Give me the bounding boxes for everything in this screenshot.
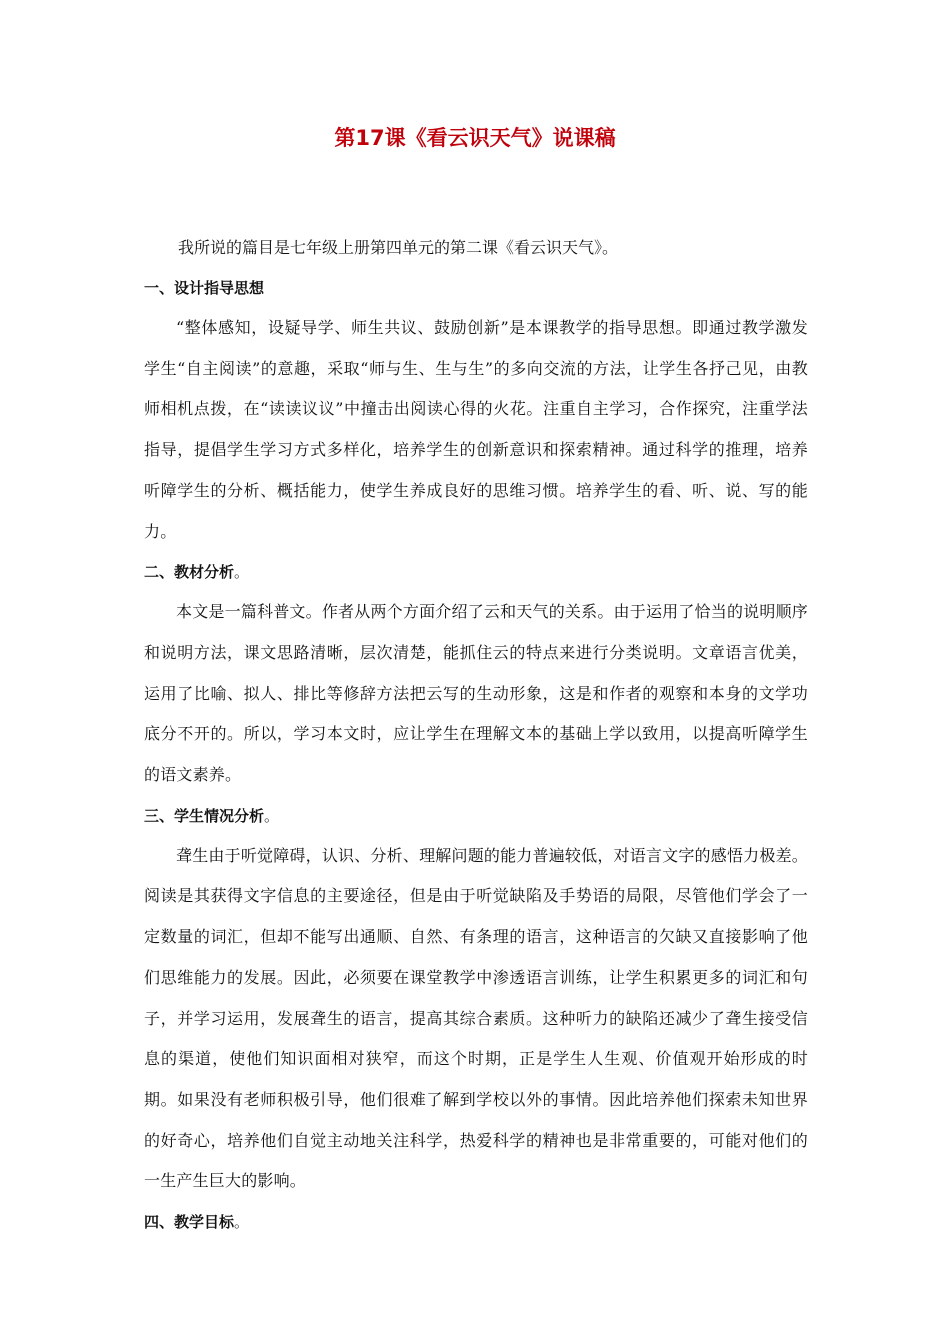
document-title: 第17课《看云识天气》说课稿: [334, 126, 616, 150]
document-body: [144, 228, 808, 1242]
section-heading-textbook: [144, 552, 808, 592]
section-heading-text: 一、设计指导思想: [144, 279, 265, 297]
section-heading-suffix: 。: [264, 806, 280, 825]
section-heading-goals: [144, 1202, 808, 1242]
section-paragraph-students: 聋生由于听觉障碍，认识、分析、理解问题的能力普遍较低，对语言文字的感悟力极差。阅读是其获得文字信息的主要途径，但是由于听觉缺陷及手势语的局限，尽管他们学会了一定数量的词汇，但却不能写出通顺、自然、有条理的语言，这种语言的欠缺又直接影响了他们思维能力的发展。因此，必须要在课堂教学中渗透语言训练，让学生积累更多的词汇和句子，并学习运用，发展聋生的语言，提高其综合素质。这种听力的缺陷还减少了聋生接受信息的渠道，使他们知识面相对狭窄，而这个时期，正是学生人生观、价值观开始形成的时期。如果没有老师积极引导，他们很难了解到学校以外的事情。因此培养他们探索未知世界的好奇心，培养他们自觉主动地关注科学，热爱科学的精神也是非常重要的，可能对他们的一生产生巨大的影响。: [144, 845, 808, 1191]
section-heading-text: 二、教材分析: [144, 563, 235, 582]
intro-paragraph: 我所说的篇目是七年级上册第四单元的第二课《看云识天气》。: [178, 238, 619, 257]
section-heading-text: 四、教学目标: [144, 1213, 235, 1232]
section-heading-students: [144, 796, 808, 836]
section-heading-design: [144, 268, 808, 308]
section-paragraph-design: “整体感知，设疑导学、师生共议、鼓励创新”是本课教学的指导思想。即通过教学激发学生“自主阅读”的意趣，采取“师与生、生与生”的多向交流的方法，让学生各抒己见，由教师相机点拨，在“读读议议”中撞击出阅读心得的火花。注重自主学习，合作探究，注重学法指导，提倡学生学习方式多样化，培养学生的创新意识和探索精神。通过科学的推理，培养听障学生的分析、概括能力，使学生养成良好的思维习惯。培养学生的看、听、说、写的能力。: [144, 318, 808, 541]
section-paragraph-textbook: 本文是一篇科普文。作者从两个方面介绍了云和天气的关系。由于运用了恰当的说明顺序和说明方法，课文思路清晰，层次清楚，能抓住云的特点来进行分类说明。文章语言优美，运用了比喻、拟人、排比等修辞方法把云写的生动形象，这是和作者的观察和本身的文学功底分不开的。所以，学习本文时，应让学生在理解文本的基础上学以致用，以提高听障学生的语文素养。: [144, 602, 808, 785]
section-heading-suffix: 。: [234, 1213, 250, 1232]
section-heading-suffix: 。: [234, 563, 250, 582]
section-heading-text: 三、学生情况分析: [144, 806, 265, 825]
